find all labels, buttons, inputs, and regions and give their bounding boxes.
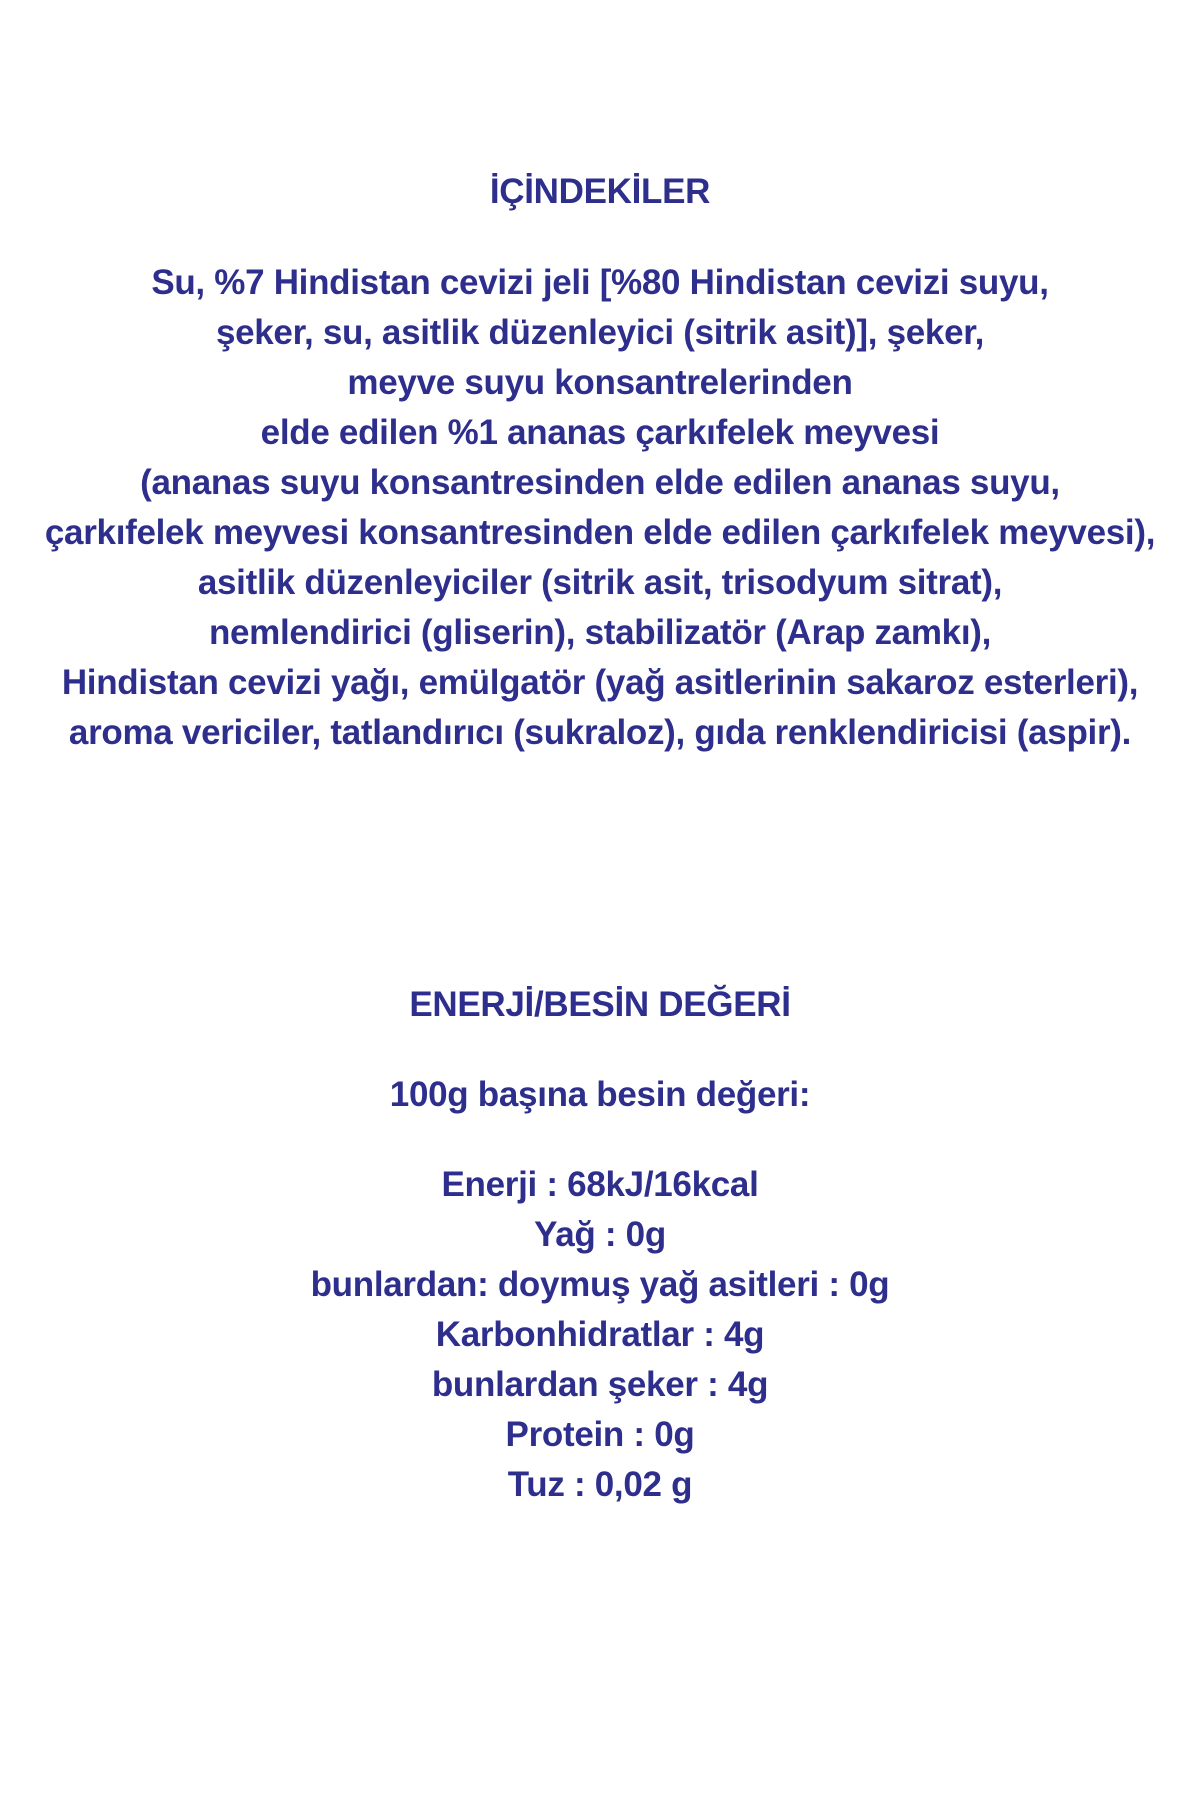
ingredients-line: Su, %7 Hindistan cevizi jeli [%80 Hindistan cevizi suyu, [151, 263, 1049, 302]
nutrition-title: ENERJİ/BESİN DEĞERİ [409, 985, 791, 1024]
ingredients-line: meyve suyu konsantrelerinden [347, 363, 853, 402]
nutrition-item-energy: Enerji : 68kJ/16kcal [441, 1165, 759, 1204]
nutrition-item-saturated-fat: bunlardan: doymuş yağ asitleri : 0g [310, 1265, 890, 1304]
ingredients-line: Hindistan cevizi yağı, emülgatör (yağ asitlerinin sakaroz esterleri), [61, 663, 1139, 702]
nutrition-item-protein: Protein : 0g [505, 1415, 695, 1454]
ingredients-line: çarkıfelek meyvesi konsantresinden elde edilen çarkıfelek meyvesi), [44, 513, 1156, 552]
nutrition-item-sugars: bunlardan şeker : 4g [431, 1365, 769, 1404]
ingredients-line: aroma vericiler, tatlandırıcı (sukraloz), gıda renklendiricisi (aspir). [68, 713, 1132, 752]
ingredients-line: elde edilen %1 ananas çarkıfelek meyvesi [260, 413, 940, 452]
nutrition-item-fat: Yağ : 0g [534, 1215, 666, 1254]
nutrition-list [0, 1160, 1200, 1510]
ingredients-line: nemlendirici (gliserin), stabilizatör (Arap zamkı), [208, 613, 992, 652]
ingredients-line: şeker, su, asitlik düzenleyici (sitrik asit)], şeker, [215, 313, 985, 352]
nutrition-item-salt: Tuz : 0,02 g [507, 1465, 693, 1504]
ingredients-line: (ananas suyu konsantresinden elde edilen ananas suyu, [140, 463, 1060, 502]
ingredients-list [0, 258, 1200, 758]
per-100g-label: 100g başına besin değeri: [389, 1075, 811, 1114]
nutrition-item-carbohydrates: Karbonhidratlar : 4g [435, 1315, 765, 1354]
ingredients-line: asitlik düzenleyiciler (sitrik asit, trisodyum sitrat), [197, 563, 1003, 602]
ingredients-title: İÇİNDEKİLER [489, 172, 711, 211]
